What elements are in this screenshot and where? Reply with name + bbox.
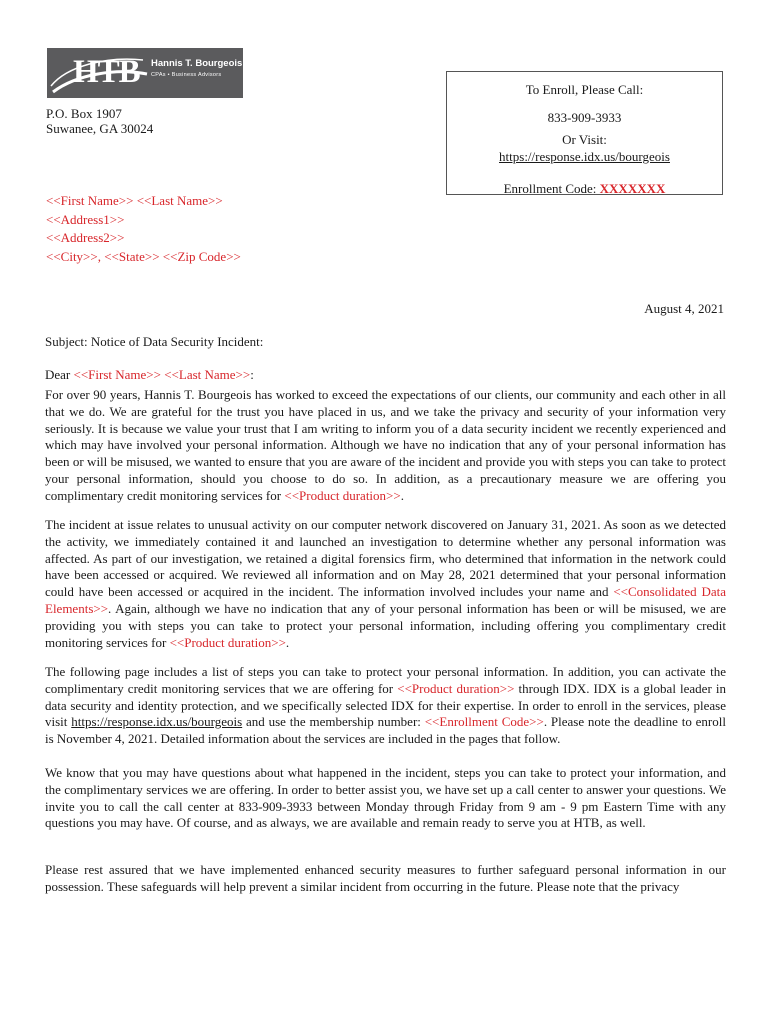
recipient-city-state-zip: <<City>>, <<State>> <<Zip Code>> <box>46 249 241 265</box>
p1-end: . <box>400 487 404 503</box>
recipient-address2: <<Address2>> <box>46 230 125 246</box>
salutation-prefix: Dear <box>45 367 74 382</box>
letter-date: August 4, 2021 <box>644 301 724 316</box>
return-address <box>46 106 153 136</box>
logo-tagline: CPAs • Business Advisors <box>151 72 222 78</box>
enroll-code-label: Enrollment Code: <box>503 181 600 196</box>
logo-company-name: Hannis T. Bourgeois <box>151 58 243 69</box>
p2-product-duration: <<Product duration>> <box>169 634 286 650</box>
recipient-address1: <<Address1>> <box>46 211 125 227</box>
salutation-suffix: : <box>250 367 254 382</box>
enroll-code-value: XXXXXXX <box>599 181 666 196</box>
return-address-line-2: Suwanee, GA 30024 <box>46 121 154 136</box>
p2-data-elements: <<Consolidated Data Elements>> <box>45 584 726 616</box>
paragraph-1 <box>45 387 726 505</box>
p3-text-2: through IDX. IDX is a global leader in data security and identity protection, and we specifically selected IDX for their expertise. In order to enroll in the services, please visit <box>45 680 727 730</box>
paragraph-4: We know that you may have questions about what happened in the incident, steps you can take to protect your information, and the complimentary services we are offering. In order to better assist you, we have set up a call center to answer your questions. We invite you to call the call center at 833-909-3933 between Monday through Friday from 9 am - 9 pm Eastern Time with any questions you may have. Of course, and as always, we are available and remain ready to serve you at HTB, as well. <box>45 765 726 831</box>
enroll-code-line <box>447 180 722 197</box>
paragraph-3 <box>45 664 726 748</box>
salutation <box>45 367 254 383</box>
enroll-phone: 833-909-3933 <box>547 110 622 125</box>
recipient-name: <<First Name>> <<Last Name>> <box>46 193 223 208</box>
p3-text-4: . Please note the deadline to enroll is November 4, 2021. Detailed information about the services are included in the pages that follow. <box>45 714 726 747</box>
p1-text: For over 90 years, Hannis T. Bourgeois has worked to exceed the expectations of our clients, our community and each other in all that we do. We are grateful for the trust you have placed in us, and we take the privacy and security of your information very seriously. It is because we value your trust that I am writing to inform you of a data security incident we recently experienced and which may have involved your personal information. Although we have no indication that any of your personal information has been or will be misused, we wanted to ensure that you are aware of the incident and provide you with steps you can take to protect your personal information, should you choose to do so. In addition, as a precautionary measure we are offering you complimentary credit monitoring services for <box>45 387 726 503</box>
p2-end: . <box>285 634 290 650</box>
return-address-line-1: P.O. Box 1907 <box>46 106 122 121</box>
salutation-name: <<First Name>> <<Last Name>> <box>73 367 251 382</box>
p2-text-1: The incident at issue relates to unusual activity on our computer network discovered on January 31, 2021. As soon as we detected the activity, we immediately contained it and launched an investigation to determine whether any personal information was affected. As part of our investigation, we retained a digital forensics firm, who determined that information in the network could have been accessed or acquired. We reviewed all information and on May 28, 2021 determined that your personal information could have been accessed or acquired in the incident. The information involved includes your name and <box>45 517 726 600</box>
p3-enroll-url-link[interactable]: https://response.idx.us/bourgeois <box>71 714 243 730</box>
paragraph-5: Please rest assured that we have implemented enhanced security measures to further safeguard personal information in our possession. These safeguards will help prevent a similar incident from occurring in the future. Please note that the privacy <box>45 862 726 894</box>
p3-text-1: The following page includes a list of steps you can take to protect your personal information. In addition, you can activate the complimentary credit monitoring services that we are offering for <box>45 664 726 696</box>
p3-text-3: and use the membership number: <box>242 714 425 730</box>
p1-product-duration: <<Product duration>> <box>284 487 401 503</box>
letter-subject: Subject: Notice of Data Security Incident: <box>45 334 264 349</box>
p3-enrollment-code: <<Enrollment Code>> <box>424 714 544 730</box>
enrollment-box <box>446 71 723 195</box>
company-logo <box>47 48 243 98</box>
enroll-call-label: To Enroll, Please Call: <box>525 82 644 97</box>
p2-text-2: . Again, although we have no indication that any of your personal information has been or will be misused, we are providing you with steps you can take to protect your personal information, including offering you complimentary credit monitoring services for <box>45 600 726 650</box>
enroll-url-link[interactable]: https://response.idx.us/bourgeois <box>499 149 670 164</box>
p3-product-duration: <<Product duration>> <box>397 680 515 696</box>
logo-abbr: HTB <box>73 54 140 90</box>
recipient-address <box>46 192 241 267</box>
enroll-visit-label: Or Visit: <box>562 132 607 147</box>
paragraph-2 <box>45 517 726 651</box>
